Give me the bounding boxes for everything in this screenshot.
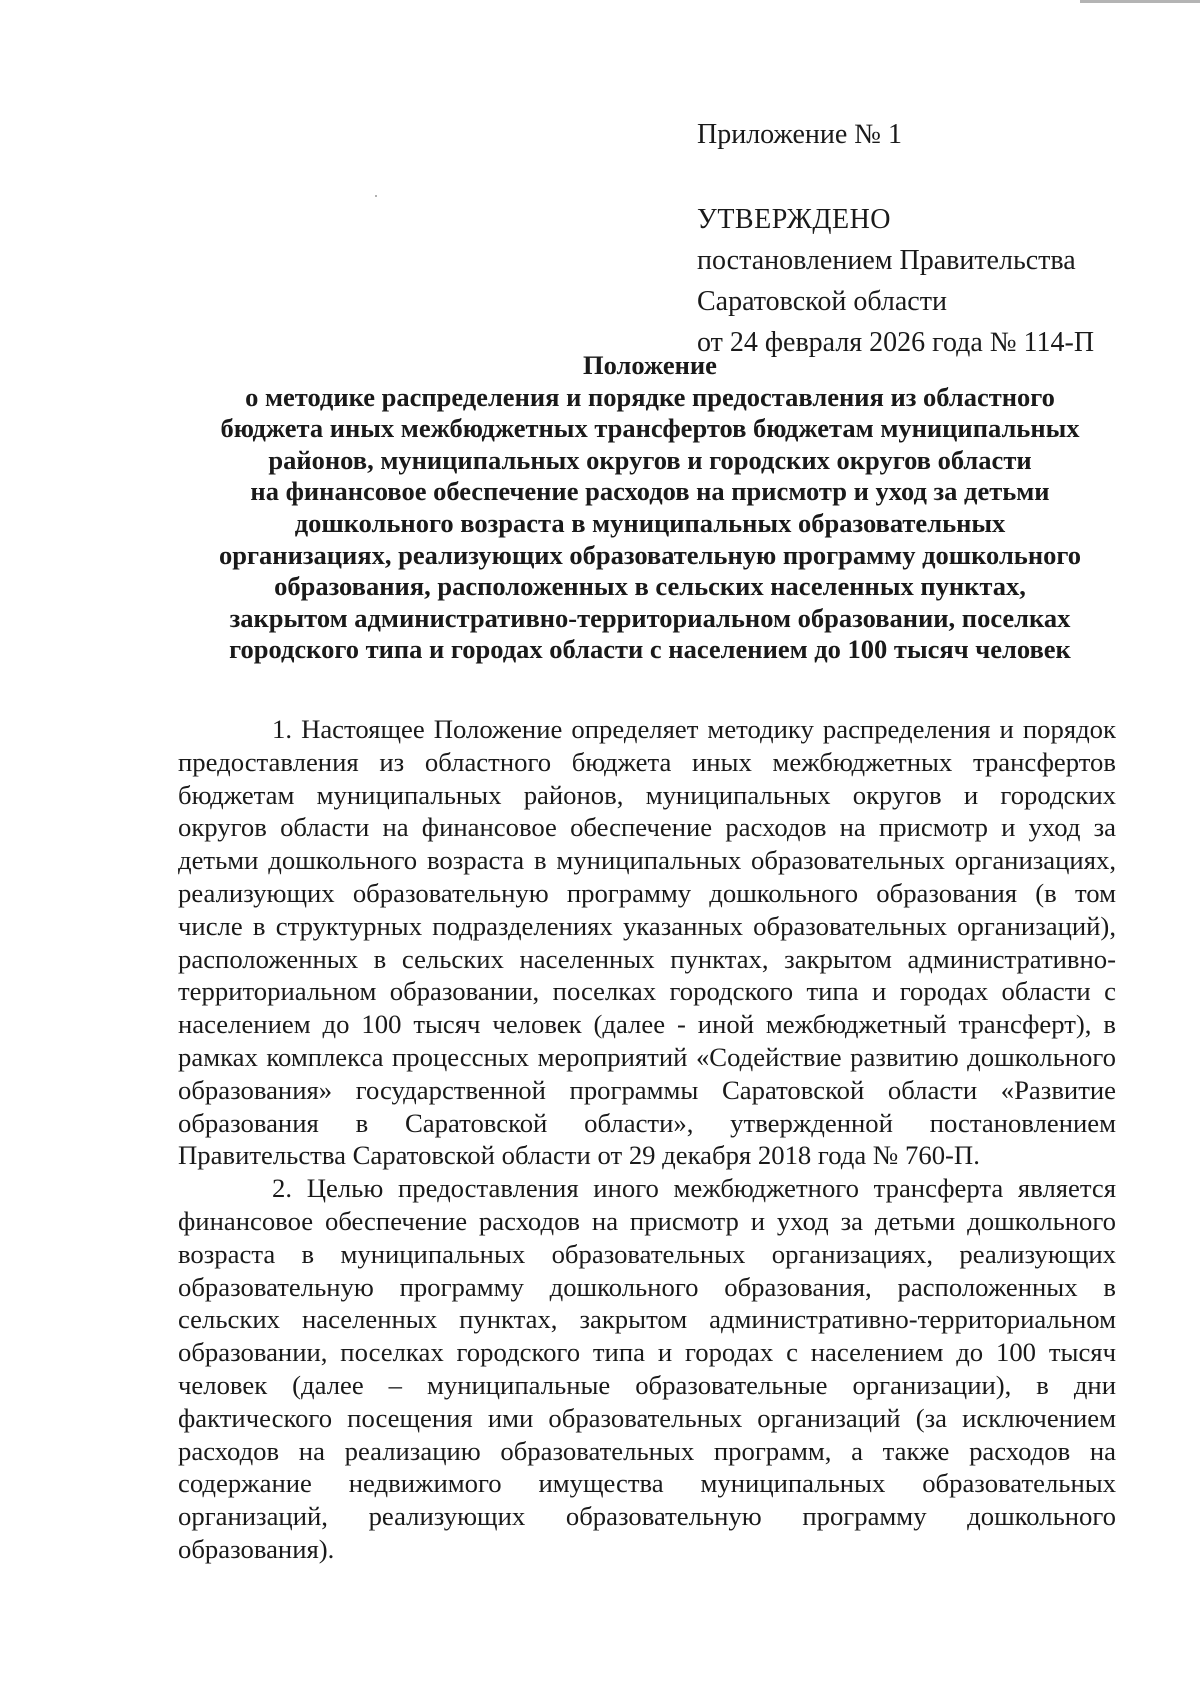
approval-stamp-block [697, 114, 1094, 363]
annex-number: Приложение № 1 [697, 119, 902, 150]
title-heading: Положение [583, 350, 717, 380]
document-body [178, 713, 1116, 1566]
title-line: образования, расположенных в сельских населенных пунктах, [274, 571, 1026, 602]
title-line: районов, муниципальных округов и городских округов области [268, 444, 1032, 475]
title-line: организациях, реализующих образовательную программу дошкольного [219, 539, 1081, 570]
paragraph-2: 2. Целью предоставления иного межбюджетного трансферта является финансовое обеспечение расходов на присмотр и уход за детьми дошкольного возраста в муниципальных образовательных организациях, реализующих образовательную программу дошкольного образования, расположенных в сельских населенных пунктах, закрытом административно-территориальном образовании, поселках городского типа и городах с населением до 100 тысяч человек (далее – муниципальные образовательные организации), в дни фактического посещения ими образовательных организаций (за исключением расходов на реализацию образовательных программ, а также расходов на содержание недвижимого имущества муниципальных образовательных организаций, реализующих образовательную программу дошкольного образования). [178, 1173, 1116, 1564]
approval-line-2: Саратовской области [697, 286, 947, 317]
approval-line-1: постановлением Правительства [697, 245, 1076, 276]
title-line: бюджета иных межбюджетных трансфертов бюджетам муниципальных [220, 413, 1080, 444]
scan-speck [375, 195, 377, 197]
title-line: на финансовое обеспечение расходов на присмотр и уход за детьми [250, 476, 1050, 507]
document-title [176, 350, 1124, 666]
approved-label: УТВЕРЖДЕНО [697, 204, 892, 235]
title-line: закрытом административно-территориальном образовании, поселках [229, 602, 1071, 633]
title-line: дошкольного возраста в муниципальных образовательных [294, 507, 1006, 538]
approval-date-line: от 24 февраля 2026 года № 114-П [697, 327, 1095, 358]
title-line: городского типа и городах области с населением до 100 тысяч человек [229, 634, 1071, 665]
paragraph-1: 1. Настоящее Положение определяет методику распределения и порядок предоставления из областного бюджета иных межбюджетных трансфертов бюджетам муниципальных районов, муниципальных округов и городских округов области на финансовое обеспечение расходов на присмотр и уход за детьми дошкольного возраста в муниципальных образовательных организациях, реализующих образовательную программу дошкольного образования (в том числе в структурных подразделениях указанных образовательных организаций), расположенных в сельских населенных пунктах, закрытом административно-территориальном образовании, поселках городского типа и городах области с населением до 100 тысяч человек (далее - иной межбюджетный трансферт), в рамках комплекса процессных мероприятий «Содействие развитию дошкольного образования» государственной программы Саратовской области «Развитие образования в Саратовской области», утвержденной постановлением Правительства Саратовской области от 29 декабря 2018 года № 760-П. [178, 714, 1116, 1171]
title-line: о методике распределения и порядке предоставления из областного [245, 381, 1055, 412]
scan-edge-mark [1080, 0, 1200, 3]
